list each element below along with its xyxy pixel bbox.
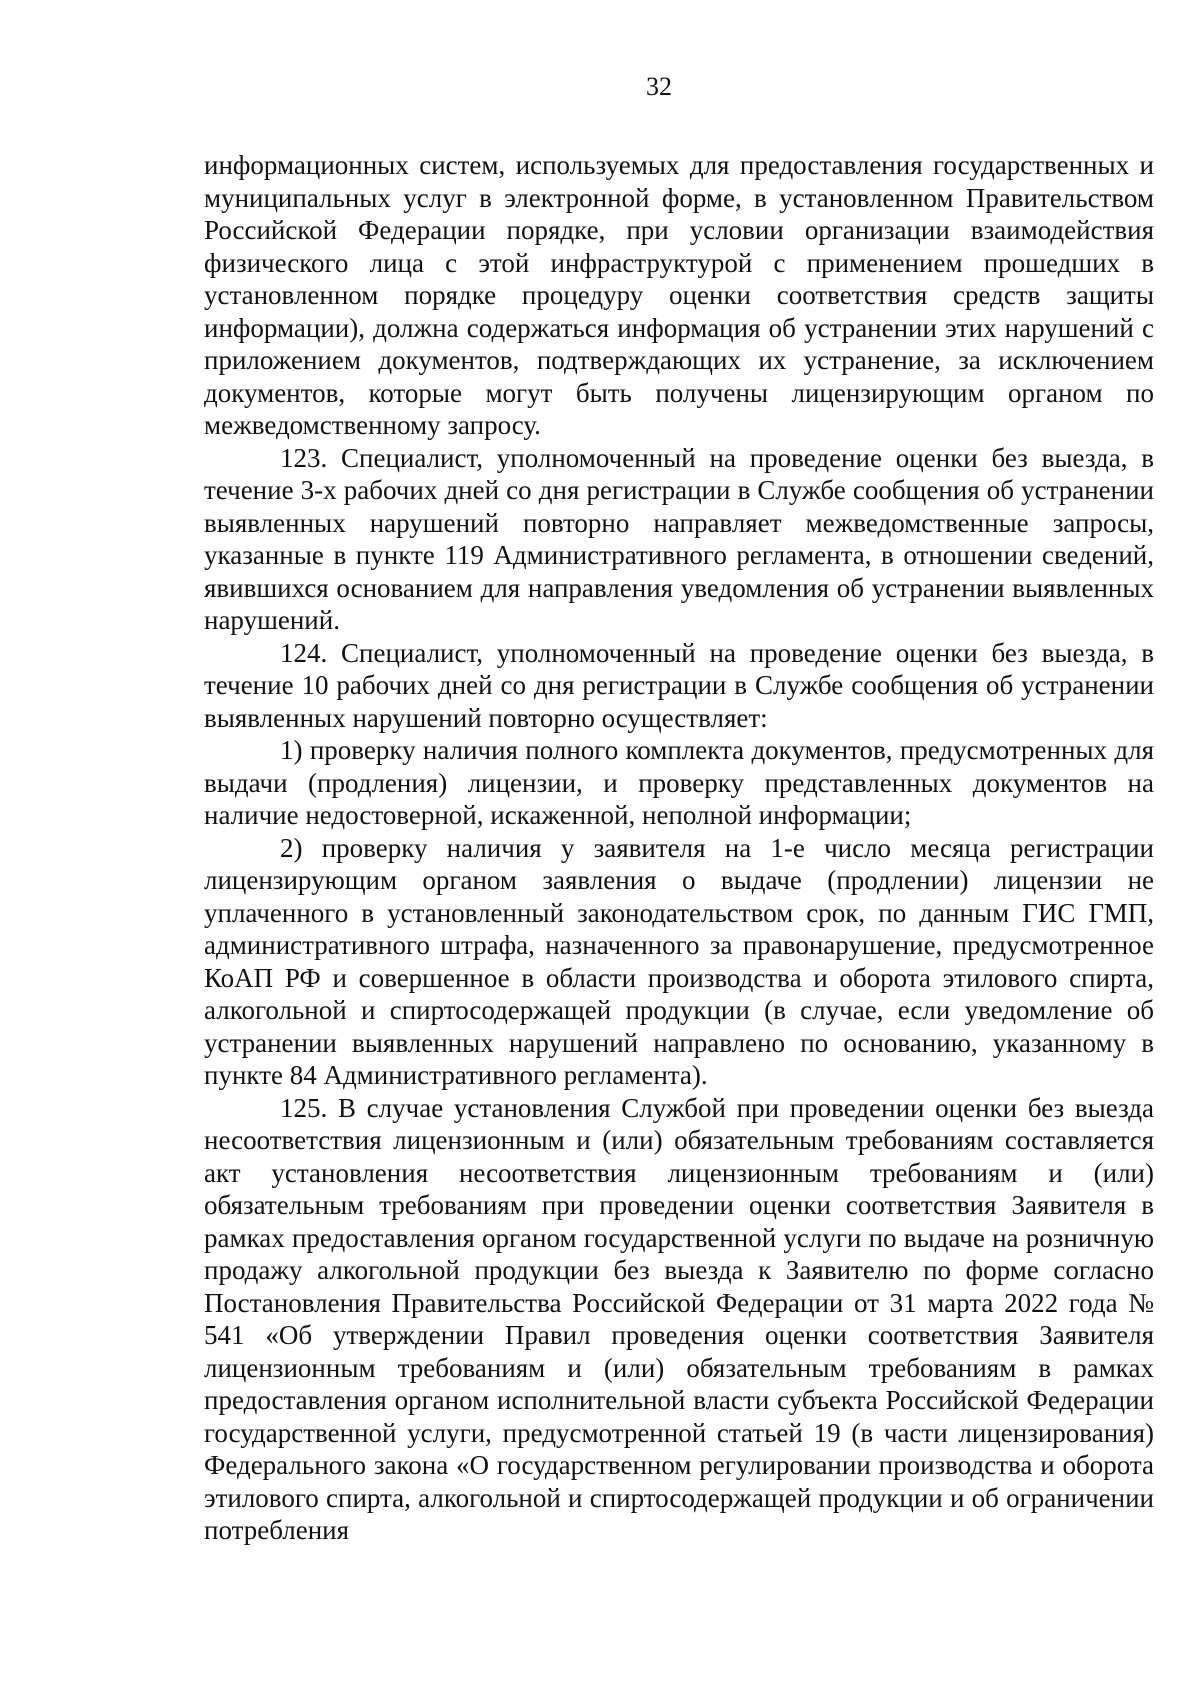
paragraph-124: 124. Специалист, уполномоченный на проведение оценки без выезда, в течение 10 рабочих дней со дня регистрации в Службе сообщения об устранении выявленных нарушений повторно осуществляет: [204,637,1154,733]
document-body [204,149,1154,1547]
paragraph-125: 125. В случае установления Службой при проведении оценки без выезда несоответствия лицензионным и (или) обязательным требованиям составляется акт установления несоответствия лицензионным требованиям и (или) обязательным требованиям при проведении оценки соответствия Заявителя в рамках предоставления органом государственной услуги по выдаче на розничную продажу алкогольной продукции без выезда к Заявителю по форме согласно Постановления Правительства Российской Федерации от 31 марта 2022 года № 541 «Об утверждении Правил проведения оценки соответствия Заявителя лицензионным требованиям и (или) обязательным требованиям в рамках предоставления органом исполнительной власти субъекта Российской Федерации государственной услуги, предусмотренной статьей 19 (в части лицензирования) Федерального закона «О государственном регулировании производства и оборота этилового спирта, алкогольной и спиртосодержащей продукции и об ограничении потребления [204,1092,1154,1545]
page-number: 32 [646,72,672,101]
list-item-2: 2) проверку наличия у заявителя на 1-е число месяца регистрации лицензирующим органом заявления о выдаче (продлении) лицензии не уплаченного в установленный законодательством срок, по данным ГИС ГМП, административного штрафа, назначенного за правонарушение, предусмотренное КоАП РФ и совершенное в области производства и оборота этилового спирта, алкогольной и спиртосодержащей продукции (в случае, если уведомление об устранении выявленных нарушений направлено по основанию, указанному в пункте 84 Административного регламента). [204,832,1154,1090]
paragraph-123: 123. Специалист, уполномоченный на проведение оценки без выезда, в течение 3-х рабочих дней со дня регистрации в Службе сообщения об устранении выявленных нарушений повторно направляет межведомственные запросы, указанные в пункте 119 Административного регламента, в отношении сведений, явившихся основанием для направления уведомления об устранении выявленных нарушений. [204,442,1154,635]
paragraph-continuation: информационных систем, используемых для предоставления государственных и муниципальных услуг в электронной форме, в установленном Правительством Российской Федерации порядке, при условии организации взаимодействия физического лица с этой инфраструктурой с применением прошедших в установленном порядке процедуру оценки соответствия средств защиты информации), должна содержаться информация об устранении этих нарушений с приложением документов, подтверждающих их устранение, за исключением документов, которые могут быть получены лицензирующим органом по межведомственному запросу. [204,150,1154,440]
list-item-1: 1) проверку наличия полного комплекта документов, предусмотренных для выдачи (продления) лицензии, и проверку представленных документов на наличие недостоверной, искаженной, неполной информации; [204,735,1154,830]
